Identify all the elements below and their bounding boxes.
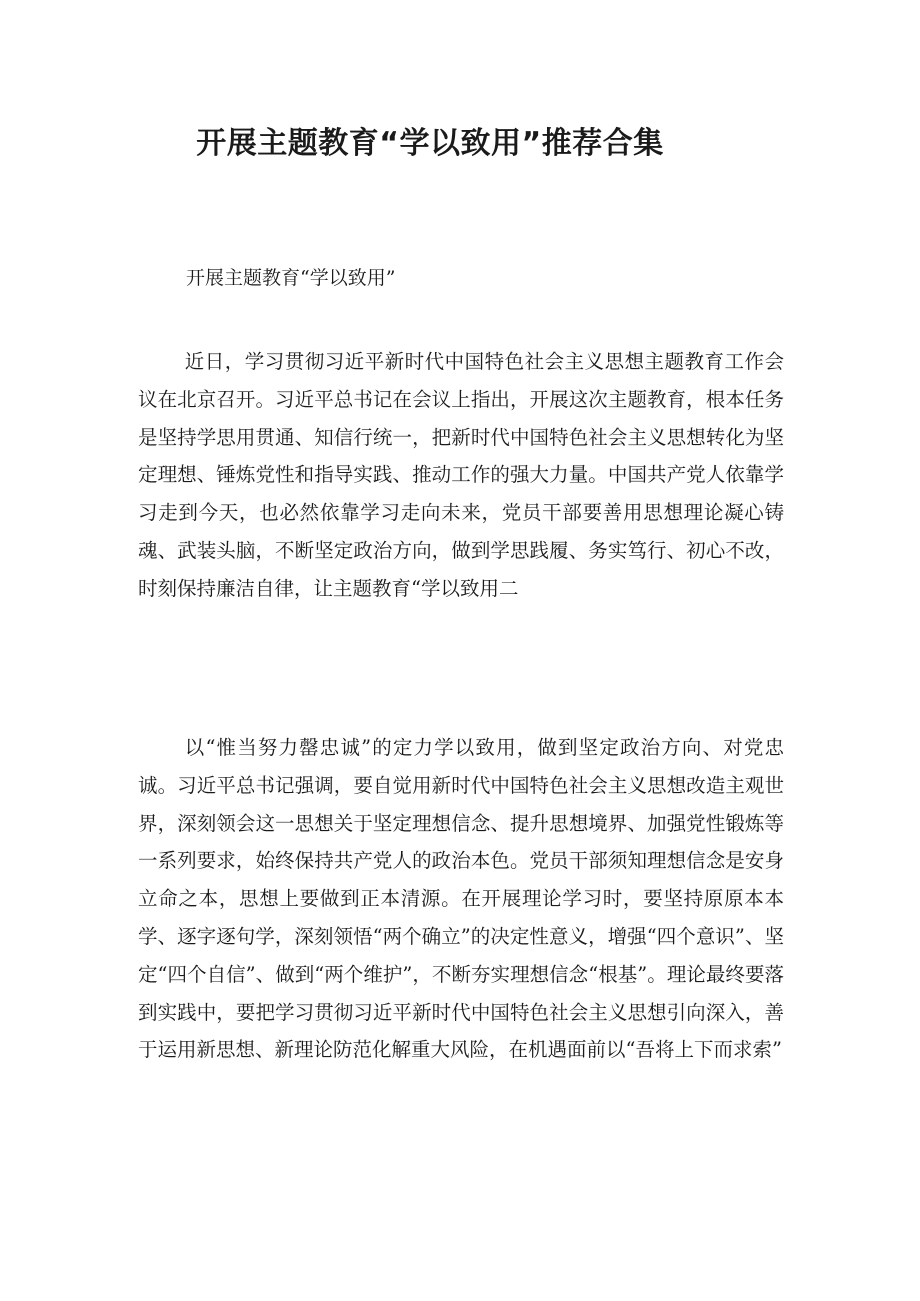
section-heading: 开展主题教育“学以致用” xyxy=(186,267,396,289)
body-paragraph-1: 近日，学习贯彻习近平新时代中国特色社会主义思想主题教育工作会议在北京召开。习近平总书记在会议上指出，开展这次主题教育，根本任务是坚持学思用贯通、知信行统一，把新时代中国特色社会主义思想转化为坚定理想、锤炼党性和指导实践、推动工作的强大力量。中国共产党人依靠学习走到今天，也必然依靠学习走向未来，党员干部要善用思想理论凝心铸魂、武装头脑，不断坚定政治方向，做到学思践履、务实笃行、初心不改，时刻保持廉洁自律，让主题教育“学以致用二 xyxy=(138,350,784,600)
body-paragraph-2: 以“惟当努力罄忠诚”的定力学以致用，做到坚定政治方向、对党忠诚。习近平总书记强调，要自觉用新时代中国特色社会主义思想改造主观世界，深刻领会这一思想关于坚定理想信念、提升思想境界、加强党性锻炼等一系列要求，始终保持共产党人的政治本色。党员干部须知理想信念是安身立命之本，思想上要做到正本清源。在开展理论学习时，要坚持原原本本学、逐字逐句学，深刻领悟“两个确立”的决定性意义，增强“四个意识”、坚定“四个自信”、做到“两个维护”，不断夯实理想信念“根基”。理论最终要落到实践中，要把学习贯彻习近平新时代中国特色社会主义思想引向深入，善于运用新思想、新理论防范化解重大风险，在机遇面前以“吾将上下而求索” xyxy=(138,736,784,1062)
document-title: 开展主题教育“学以致用”推荐合集 xyxy=(196,126,664,161)
